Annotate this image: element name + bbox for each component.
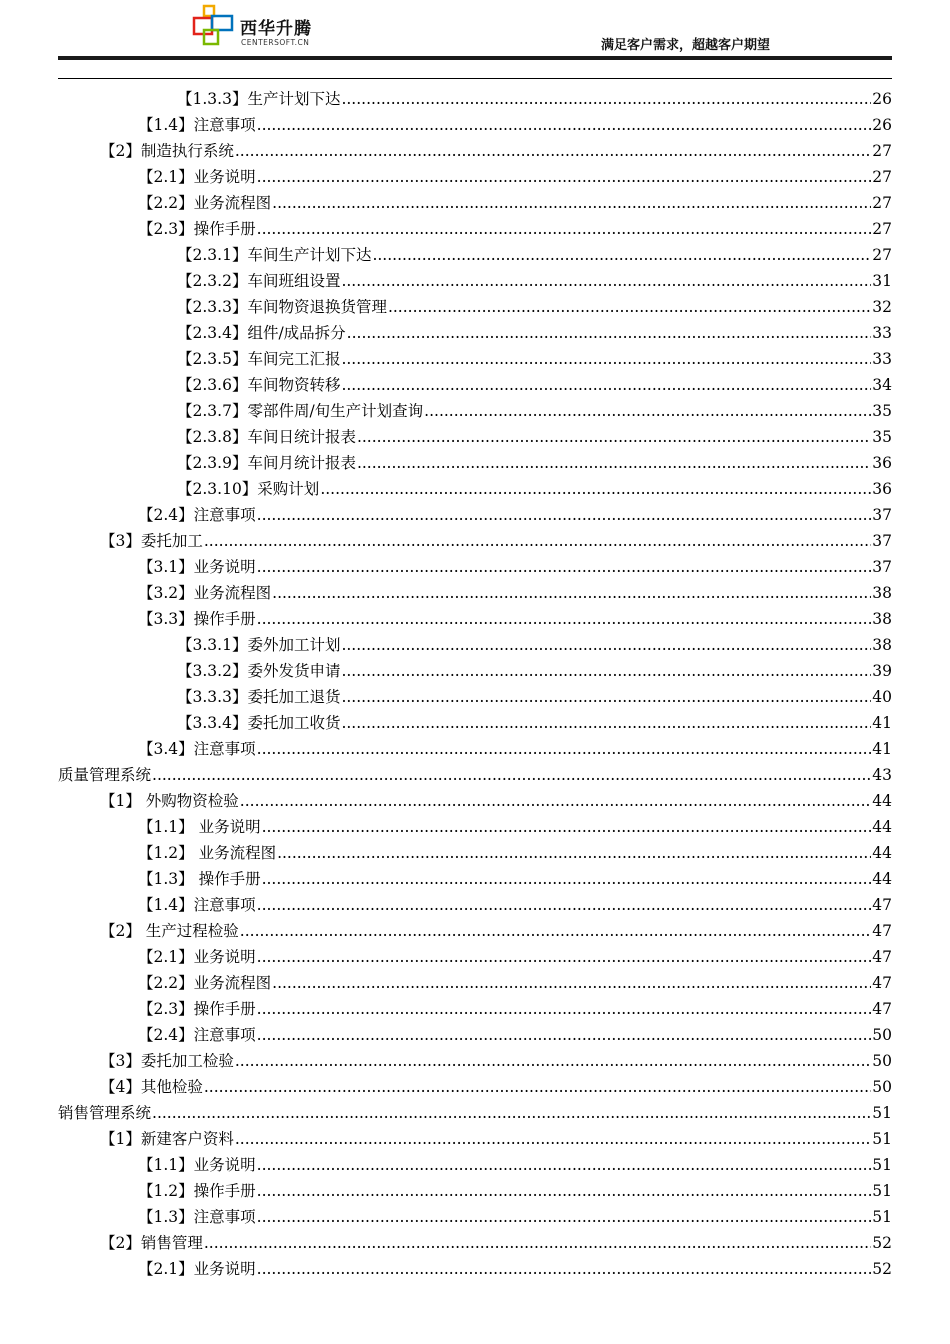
toc-entry-title: 【3.3.3】委托加工退货	[177, 688, 341, 706]
toc-entry[interactable]	[0, 1230, 950, 1256]
header-rule-thick	[58, 56, 892, 60]
toc-page-number: 41	[872, 714, 892, 732]
toc-page-number: 35	[872, 402, 892, 420]
toc-page-number: 41	[872, 740, 892, 758]
table-of-contents	[0, 86, 950, 1282]
toc-page-number: 40	[872, 688, 892, 706]
toc-entry-title: 【1】 外购物资检验	[100, 792, 239, 810]
toc-page-number: 44	[872, 844, 892, 862]
toc-entry-title: 【1.1】业务说明	[138, 1156, 256, 1174]
toc-dot-leader	[257, 112, 872, 138]
toc-entry-title: 【2.3.5】车间完工汇报	[177, 350, 341, 368]
toc-page-number: 27	[872, 142, 892, 160]
toc-entry[interactable]	[0, 1204, 950, 1230]
toc-page-number: 47	[872, 948, 892, 966]
toc-dot-leader	[272, 970, 871, 996]
toc-page-number: 35	[872, 428, 892, 446]
toc-dot-leader	[372, 242, 871, 268]
logo-name: 西华升腾	[240, 19, 312, 39]
toc-entry[interactable]	[0, 502, 950, 528]
toc-dot-leader	[357, 450, 871, 476]
toc-dot-leader	[341, 346, 871, 372]
toc-entry-title: 【1.3】 操作手册	[138, 870, 261, 888]
toc-entry-title: 【3.3】操作手册	[138, 610, 256, 628]
toc-dot-leader	[204, 1074, 871, 1100]
toc-dot-leader	[257, 996, 872, 1022]
toc-entry-title: 销售管理系统	[58, 1104, 152, 1122]
toc-entry-title: 【2.3】操作手册	[138, 1000, 256, 1018]
toc-entry[interactable]	[0, 528, 950, 554]
toc-entry[interactable]	[0, 476, 950, 502]
toc-dot-leader	[204, 528, 871, 554]
toc-entry-title: 【2.2】业务流程图	[138, 194, 272, 212]
toc-page-number: 50	[872, 1052, 892, 1070]
toc-entry-title: 【2.4】注意事项	[138, 1026, 256, 1044]
toc-page-number: 47	[872, 1000, 892, 1018]
toc-page-number: 51	[872, 1208, 892, 1226]
toc-entry-title: 【2.4】注意事项	[138, 506, 256, 524]
toc-entry-title: 【2.3.9】车间月统计报表	[177, 454, 356, 472]
logo-mark-icon	[190, 4, 238, 50]
toc-dot-leader	[257, 216, 872, 242]
toc-entry-title: 【1.3.3】生产计划下达	[177, 90, 341, 108]
toc-entry[interactable]	[0, 164, 950, 190]
toc-entry-title: 【3.3.4】委托加工收货	[177, 714, 341, 732]
page-header	[0, 0, 950, 80]
toc-entry-title: 【3.3.2】委外发货申请	[177, 662, 341, 680]
toc-dot-leader	[341, 86, 871, 112]
toc-entry-title: 【1.4】注意事项	[138, 896, 256, 914]
toc-dot-leader	[357, 424, 871, 450]
toc-page-number: 52	[872, 1234, 892, 1252]
toc-entry-title: 【2.3.4】组件/成品拆分	[177, 324, 346, 342]
toc-entry[interactable]	[0, 450, 950, 476]
toc-page-number: 38	[872, 636, 892, 654]
toc-entry-title: 【2.1】业务说明	[138, 948, 256, 966]
toc-entry[interactable]	[0, 320, 950, 346]
toc-page-number: 37	[872, 506, 892, 524]
toc-dot-leader	[341, 372, 871, 398]
toc-dot-leader	[388, 294, 871, 320]
toc-page-number: 27	[872, 220, 892, 238]
toc-dot-leader	[272, 580, 871, 606]
toc-dot-leader	[262, 814, 872, 840]
toc-entry[interactable]	[0, 814, 950, 840]
toc-entry[interactable]	[0, 216, 950, 242]
toc-page-number: 47	[872, 896, 892, 914]
toc-dot-leader	[262, 866, 872, 892]
toc-entry[interactable]	[0, 736, 950, 762]
toc-entry[interactable]	[0, 554, 950, 580]
toc-entry[interactable]	[0, 86, 950, 112]
company-logo	[190, 4, 340, 50]
toc-entry[interactable]	[0, 242, 950, 268]
toc-entry-title: 【1.2】 业务流程图	[138, 844, 277, 862]
toc-dot-leader	[341, 658, 871, 684]
toc-entry-title: 【2.3.10】采购计划	[177, 480, 320, 498]
toc-page-number: 26	[872, 116, 892, 134]
toc-entry[interactable]	[0, 762, 950, 788]
toc-page-number: 51	[872, 1104, 892, 1122]
toc-entry-title: 【2】 生产过程检验	[100, 922, 239, 940]
toc-dot-leader	[235, 1126, 871, 1152]
toc-page-number: 27	[872, 246, 892, 264]
toc-entry[interactable]	[0, 294, 950, 320]
toc-entry[interactable]	[0, 918, 950, 944]
toc-entry-title: 【3.4】注意事项	[138, 740, 256, 758]
toc-dot-leader	[257, 606, 872, 632]
toc-dot-leader	[257, 736, 872, 762]
toc-dot-leader	[424, 398, 871, 424]
logo-subtitle: CENTERSOFT.CN	[241, 38, 310, 47]
toc-page-number: 51	[872, 1156, 892, 1174]
toc-entry-title: 【1.2】操作手册	[138, 1182, 256, 1200]
toc-entry-title: 【2】制造执行系统	[100, 142, 234, 160]
toc-dot-leader	[240, 788, 871, 814]
toc-entry[interactable]	[0, 1100, 950, 1126]
toc-entry[interactable]	[0, 1152, 950, 1178]
toc-entry-title: 【2.3.6】车间物资转移	[177, 376, 341, 394]
toc-dot-leader	[257, 892, 872, 918]
toc-entry[interactable]	[0, 1048, 950, 1074]
toc-entry-title: 【1.1】 业务说明	[138, 818, 261, 836]
toc-page-number: 27	[872, 194, 892, 212]
toc-page-number: 44	[872, 870, 892, 888]
toc-dot-leader	[257, 554, 872, 580]
toc-entry[interactable]	[0, 1022, 950, 1048]
toc-page-number: 27	[872, 168, 892, 186]
toc-entry[interactable]	[0, 580, 950, 606]
toc-page-number: 47	[872, 922, 892, 940]
toc-dot-leader	[257, 164, 872, 190]
toc-entry[interactable]	[0, 632, 950, 658]
toc-entry[interactable]	[0, 710, 950, 736]
toc-entry[interactable]	[0, 398, 950, 424]
toc-dot-leader	[257, 1022, 872, 1048]
toc-entry-title: 【4】其他检验	[100, 1078, 203, 1096]
toc-page-number: 44	[872, 792, 892, 810]
toc-entry[interactable]	[0, 970, 950, 996]
toc-page-number: 50	[872, 1026, 892, 1044]
toc-page-number: 33	[872, 324, 892, 342]
toc-dot-leader	[341, 632, 871, 658]
toc-dot-leader	[257, 1152, 872, 1178]
toc-page-number: 47	[872, 974, 892, 992]
toc-entry-title: 【3】委托加工	[100, 532, 203, 550]
toc-dot-leader	[257, 502, 872, 528]
toc-entry-title: 【2】销售管理	[100, 1234, 203, 1252]
toc-entry-title: 【2.1】业务说明	[138, 168, 256, 186]
toc-dot-leader	[277, 840, 871, 866]
toc-entry[interactable]	[0, 684, 950, 710]
toc-entry-title: 【2.1】业务说明	[138, 1260, 256, 1278]
toc-dot-leader	[341, 710, 871, 736]
toc-entry[interactable]	[0, 606, 950, 632]
toc-dot-leader	[257, 1204, 872, 1230]
toc-entry[interactable]	[0, 1256, 950, 1282]
toc-dot-leader	[347, 320, 872, 346]
toc-entry[interactable]	[0, 788, 950, 814]
toc-entry[interactable]	[0, 1074, 950, 1100]
toc-entry-title: 【1.3】注意事项	[138, 1208, 256, 1226]
toc-entry[interactable]	[0, 138, 950, 164]
toc-entry[interactable]	[0, 112, 950, 138]
toc-entry[interactable]	[0, 658, 950, 684]
toc-page-number: 51	[872, 1130, 892, 1148]
toc-dot-leader	[240, 918, 871, 944]
toc-dot-leader	[272, 190, 871, 216]
toc-page-number: 36	[872, 454, 892, 472]
toc-page-number: 50	[872, 1078, 892, 1096]
toc-dot-leader	[152, 1100, 871, 1126]
toc-page-number: 32	[872, 298, 892, 316]
toc-entry[interactable]	[0, 840, 950, 866]
toc-entry[interactable]	[0, 944, 950, 970]
toc-entry[interactable]	[0, 866, 950, 892]
toc-entry-title: 【3】委托加工检验	[100, 1052, 234, 1070]
toc-entry-title: 质量管理系统	[58, 766, 152, 784]
toc-entry-title: 【3.3.1】委外加工计划	[177, 636, 341, 654]
toc-entry[interactable]	[0, 190, 950, 216]
toc-page-number: 38	[872, 610, 892, 628]
header-rule-thin	[58, 78, 892, 79]
toc-page-number: 31	[872, 272, 892, 290]
toc-entry-title: 【2.3】操作手册	[138, 220, 256, 238]
toc-dot-leader	[235, 1048, 871, 1074]
toc-page-number: 52	[872, 1260, 892, 1278]
toc-page-number: 38	[872, 584, 892, 602]
toc-entry-title: 【2.3.2】车间班组设置	[177, 272, 341, 290]
toc-entry-title: 【2.3.3】车间物资退换货管理	[177, 298, 387, 316]
toc-entry[interactable]	[0, 346, 950, 372]
toc-entry-title: 【2.2】业务流程图	[138, 974, 272, 992]
toc-dot-leader	[257, 1256, 872, 1282]
toc-entry[interactable]	[0, 372, 950, 398]
toc-page-number: 37	[872, 532, 892, 550]
toc-dot-leader	[257, 1178, 872, 1204]
toc-dot-leader	[235, 138, 871, 164]
toc-page-number: 34	[872, 376, 892, 394]
header-slogan: 满足客户需求，超越客户期望	[600, 38, 770, 53]
toc-page-number: 26	[872, 90, 892, 108]
toc-dot-leader	[341, 268, 871, 294]
toc-page-number: 36	[872, 480, 892, 498]
toc-page-number: 37	[872, 558, 892, 576]
toc-dot-leader	[257, 944, 872, 970]
toc-dot-leader	[320, 476, 871, 502]
toc-entry-title: 【3.2】业务流程图	[138, 584, 272, 602]
toc-dot-leader	[152, 762, 871, 788]
toc-entry-title: 【3.1】业务说明	[138, 558, 256, 576]
toc-page-number: 51	[872, 1182, 892, 1200]
toc-entry[interactable]	[0, 996, 950, 1022]
toc-entry-title: 【2.3.1】车间生产计划下达	[177, 246, 372, 264]
toc-entry[interactable]	[0, 1126, 950, 1152]
toc-entry-title: 【2.3.7】零部件周/旬生产计划查询	[177, 402, 424, 420]
toc-entry-title: 【1】新建客户资料	[100, 1130, 234, 1148]
toc-entry[interactable]	[0, 268, 950, 294]
toc-page-number: 33	[872, 350, 892, 368]
toc-dot-leader	[341, 684, 871, 710]
toc-entry[interactable]	[0, 424, 950, 450]
toc-entry-title: 【1.4】注意事项	[138, 116, 256, 134]
toc-entry-title: 【2.3.8】车间日统计报表	[177, 428, 356, 446]
toc-entry[interactable]	[0, 1178, 950, 1204]
toc-page-number: 39	[872, 662, 892, 680]
toc-page-number: 43	[872, 766, 892, 784]
toc-entry[interactable]	[0, 892, 950, 918]
toc-page-number: 44	[872, 818, 892, 836]
toc-dot-leader	[204, 1230, 871, 1256]
